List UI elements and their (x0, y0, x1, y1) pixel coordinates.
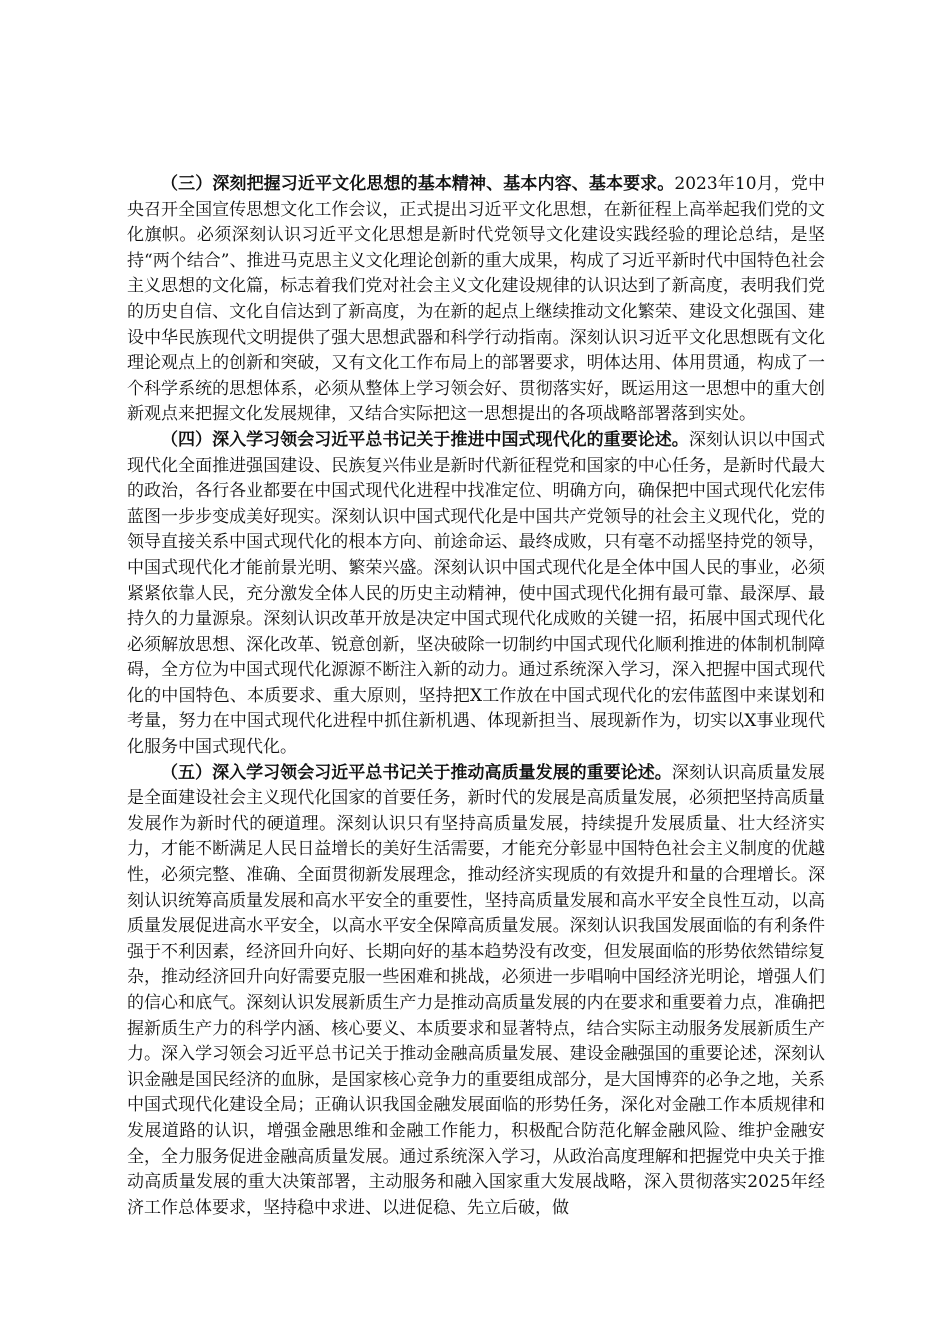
document-page (127, 172, 825, 1221)
paragraph-body: 深刻认识以中国式现代化全面推进强国建设、民族复兴伟业是新时代新征程党和国家的中心任务，是新时代最大的政治，各行各业都要在中国式现代化进程中找准定位、明确方向，确保把中国式现代化宏伟蓝图一步步变成美好现实。深刻认识中国式现代化是中国共产党领导的社会主义现代化，党的领导直接关系中国式现代化的根本方向、前途命运、最终成败，只有毫不动摇坚持党的领导，中国式现代化才能前景光明、繁荣兴盛。深刻认识中国式现代化是全体中国人民的事业，必须紧紧依靠人民，充分激发全体人民的历史主动精神，使中国式现代化拥有最可靠、最深厚、最持久的力量源泉。深刻认识改革开放是决定中国式现代化成败的关键一招，拓展中国式现代化必须解放思想、深化改革、锐意创新，坚决破除一切制约中国式现代化顺利推进的体制机制障碍，全方位为中国式现代化源源不断注入新的动力。通过系统深入学习，深入把握中国式现代化的中国特色、本质要求、重大原则，坚持把X工作放在中国式现代化的宏伟蓝图中来谋划和考量，努力在中国式现代化进程中抓住新机遇、体现新担当、展现新作为，切实以X事业现代化服务中国式现代化。 (127, 429, 826, 758)
paragraph-heading: （五）深入学习领会习近平总书记关于推动高质量发展的重要论述。 (161, 762, 672, 783)
paragraph-5 (127, 761, 825, 1222)
paragraph-3 (127, 172, 825, 428)
paragraph-heading: （三）深刻把握习近平文化思想的基本精神、基本内容、基本要求。 (161, 174, 675, 194)
paragraph-4 (127, 428, 825, 761)
paragraph-body: 深刻认识高质量发展是全面建设社会主义现代化国家的首要任务，新时代的发展是高质量发展，必须把坚持高质量发展作为新时代的硬道理。深刻认识只有坚持高质量发展，持续提升发展质量、壮大经济实力，才能不断满足人民日益增长的美好生活需要，才能充分彰显中国特色社会主义制度的优越性，必须完整、准确、全面贯彻新发展理念，推动经济实现质的有效提升和量的合理增长。深刻认识统筹高质量发展和高水平安全的重要性，坚持高质量发展和高水平安全良性互动，以高质量发展促进高水平安全，以高水平安全保障高质量发展。深刻认识我国发展面临的有利条件强于不利因素，经济回升向好、长期向好的基本趋势没有改变，但发展面临的形势依然错综复杂，推动经济回升向好需要克服一些困难和挑战，必须进一步唱响中国经济光明论，增强人们的信心和底气。深刻认识发展新质生产力是推动高质量发展的内在要求和重要着力点，准确把握新质生产力的科学内涵、核心要义、本质要求和显著特点，结合实际主动服务发展新质生产力。深入学习领会习近平总书记关于推动金融高质量发展、建设金融强国的重要论述，深刻认识金融是国民经济的血脉，是国家核心竞争力的重要组成部分，是大国博弈的必争之地，关系中国式现代化建设全局；正确认识我国金融发展面临的形势任务，深化对金融工作本质规律和发展道路的认识，增强金融思维和金融工作能力，积极配合防范化解金融风险、维护金融安全，全力服务促进金融高质量发展。通过系统深入学习，从政治高度理解和把握党中央关于推动高质量发展的重大决策部署，主动服务和融入国家重大发展战略，深入贯彻落实2025年经济工作总体要求，坚持稳中求进、以进促稳、先立后破，做 (127, 762, 826, 1218)
paragraph-heading: （四）深入学习领会习近平总书记关于推进中国式现代化的重要论述。 (161, 429, 689, 450)
paragraph-body: 2023年10月，党中央召开全国宣传思想文化工作会议，正式提出习近平文化思想，在新征程上高举起我们党的文化旗帜。必须深刻认识习近平文化思想是新时代党领导文化建设实践经验的理论总结，是坚持“两个结合”、推进马克思主义文化理论创新的重大成果，构成了习近平新时代中国特色社会主义思想的文化篇，标志着我们党对社会主义文化建设规律的认识达到了新高度，表明我们党的历史自信、文化自信达到了新高度，为在新的起点上继续推动文化繁荣、建设文化强国、建设中华民族现代文明提供了强大思想武器和科学行动指南。深刻认识习近平文化思想既有文化理论观点上的创新和突破，又有文化工作布局上的部署要求，明体达用、体用贯通，构成了一个科学系统的思想体系，必须从整体上学习领会好、贯彻落实好，既运用这一思想中的重大创新观点来把握文化发展规律，又结合实际把这一思想提出的各项战略部署落到实处。 (127, 174, 825, 425)
